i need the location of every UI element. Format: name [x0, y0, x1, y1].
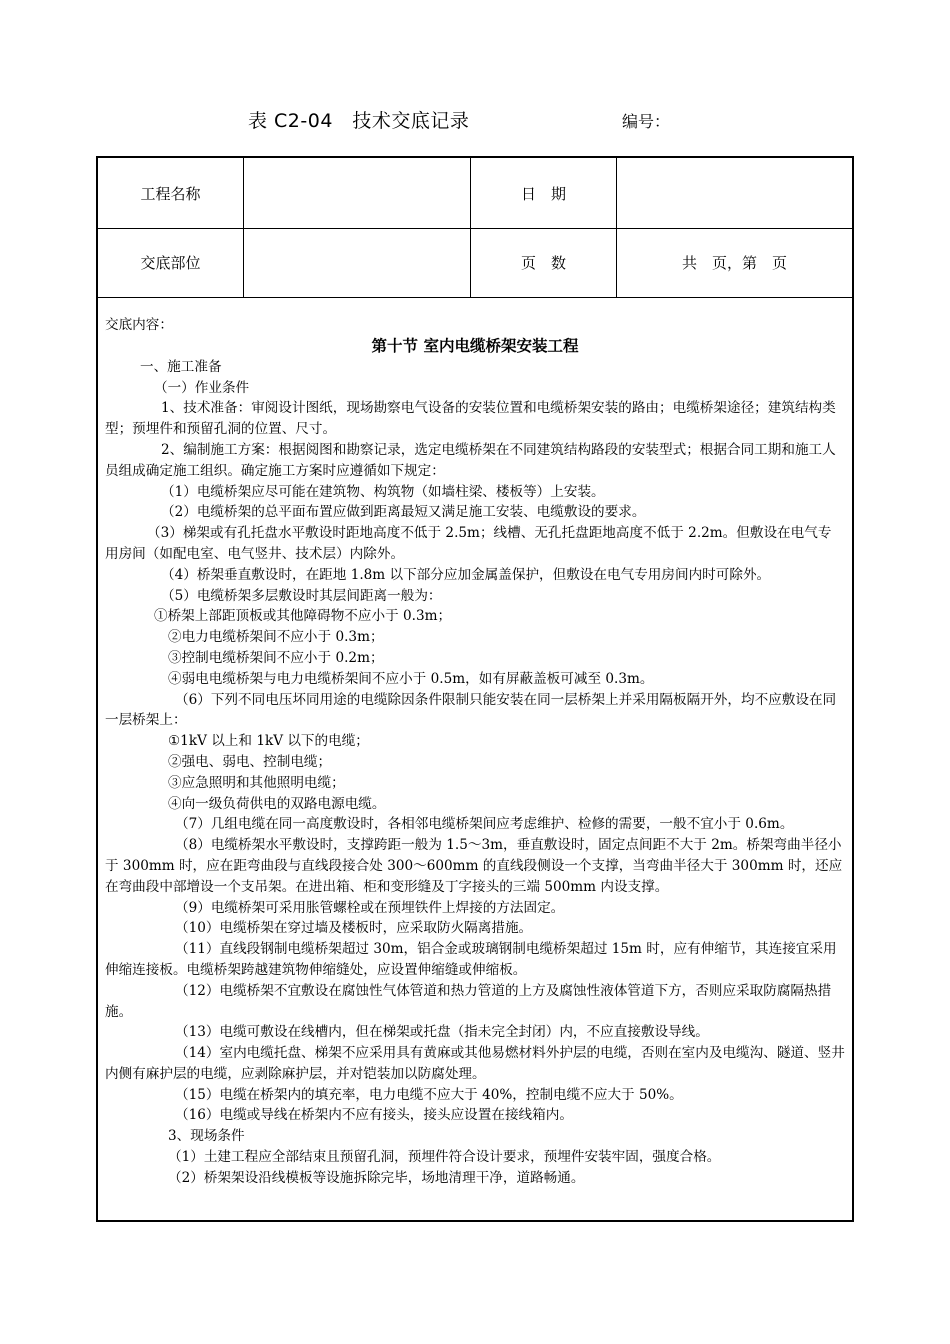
- form-row-part: [98, 228, 852, 298]
- content-paragraph: 1、技术准备：审阅设计图纸，现场勘察电气设备的安装位置和电缆桥架安装的路由；电缆桥架途径；建筑结构类型；预埋件和预留孔洞的位置、尺寸。: [105, 400, 836, 438]
- content-paragraph: （13）电缆可敷设在线槽内，但在梯架或托盘（指未完全封闭）内，不应直接敷设导线。: [175, 1024, 709, 1041]
- content-paragraph: 3、现场条件: [168, 1128, 245, 1145]
- pages-label: 页 数: [471, 228, 617, 297]
- content-paragraph: （1）电缆桥架应尽可能在建筑物、构筑物（如墙柱梁、楼板等）上安装。: [161, 483, 605, 500]
- form-title: 表 C2-04 技术交底记录: [248, 110, 470, 132]
- project-name-field[interactable]: [244, 158, 471, 228]
- content-paragraph: （2）桥架架设沿线模板等设施拆除完毕，场地清理干净，道路畅通。: [168, 1169, 585, 1186]
- date-field[interactable]: [617, 158, 852, 228]
- content-paragraph: （5）电缆桥架多层敷设时其层间距离一般为：: [161, 587, 442, 604]
- content-paragraph: （15）电缆在桥架内的填充率，电力电缆不应大于 40%，控制电缆不应大于 50%。: [175, 1086, 683, 1103]
- content-paragraph: （10）电缆桥架在穿过墙及楼板时，应采取防火隔离措施。: [175, 920, 533, 937]
- disclosure-part-field[interactable]: [244, 228, 471, 297]
- content-label: 交底内容：: [105, 317, 173, 333]
- pages-field[interactable]: 共 页，第 页: [681, 254, 787, 272]
- project-name-label: 工程名称: [98, 158, 244, 228]
- content-paragraph: 2、编制施工方案：根据阅图和勘察记录，选定电缆桥架在不同建筑结构路段的安装型式；根据合同工期和施工人员组成确定施工组织。确定施工方案时应遵循如下规定：: [105, 441, 836, 479]
- content-paragraph: ③应急照明和其他照明电缆；: [168, 774, 345, 791]
- content-paragraph: （2）电缆桥架的总平面布置应做到距离最短又满足施工安装、电缆敷设的要求。: [161, 504, 646, 521]
- content-paragraph: ②电力电缆桥架间不应小于 0.3m；: [168, 629, 384, 646]
- content-paragraph: （一）作业条件: [154, 379, 250, 396]
- form-row-project: [98, 158, 852, 229]
- content-paragraph: （3）梯架或有孔托盘水平敷设时距地高度不低于 2.5m；线槽、无孔托盘距地高度不低于 2.2m。但敷设在电气专用房间（如配电室、电气竖井、技术层）内除外。: [105, 525, 832, 562]
- content-paragraph: （16）电缆或导线在桥架内不应有接头，接头应设置在接线箱内。: [175, 1107, 573, 1124]
- content-paragraph: （11）直线段钢制电缆桥架超过 30m，铝合金或玻璃钢制电缆桥架超过 15m 时，应有伸缩节，其连接宜采用伸缩连接板。电缆桥架跨越建筑物伸缩缝处，应设置伸缩缝或伸缩板。: [105, 941, 837, 978]
- content-paragraph: （6）下列不同电压坏同用途的电缆除因条件限制只能安装在同一层桥架上并采用隔板隔开外，均不应敷设在同一层桥架上：: [105, 691, 837, 729]
- disclosure-form-table: [96, 156, 854, 1222]
- content-paragraph: ③控制电缆桥架间不应小于 0.2m；: [168, 649, 384, 666]
- disclosure-part-label: 交底部位: [98, 228, 244, 297]
- section-title: 第十节 室内电缆桥架安装工程: [371, 336, 579, 355]
- content-paragraph: ④向一级负荷供电的双路电源电缆。: [168, 795, 386, 812]
- content-paragraph: ①1kV 以上和 1kV 以下的电缆；: [168, 733, 369, 750]
- content-paragraph: ①桥架上部距顶板或其他障碍物不应小于 0.3m；: [154, 608, 452, 625]
- content-paragraph: ④弱电电缆桥架与电力电缆桥架间不应小于 0.5m，如有屏蔽盖板可减至 0.3m。: [168, 670, 654, 687]
- content-paragraph: ②强电、弱电、控制电缆；: [168, 753, 332, 770]
- content-paragraph: 一、施工准备: [140, 358, 222, 375]
- date-label: 日 期: [471, 158, 617, 228]
- content-paragraph: （14）室内电缆托盘、梯架不应采用具有黄麻或其他易燃材料外护层的电缆，否则在室内及电缆沟、隧道、竖井内侧有麻护层的电缆，应剥除麻护层，并对铠装加以防腐处理。: [105, 1045, 845, 1082]
- content-paragraph: （9）电缆桥架可采用胀管螺栓或在预埋铁件上焊接的方法固定。: [175, 899, 565, 916]
- content-paragraph: （7）几组电缆在同一高度敷设时，各相邻电缆桥架间应考虑维护、检修的需要，一般不宜小于 0.6m。: [175, 816, 794, 833]
- form-number-label: 编号：: [622, 112, 671, 131]
- content-paragraph: （12）电缆桥架不宜敷设在腐蚀性气体管道和热力管道的上方及腐蚀性液体管道下方，否则应采取防腐隔热措施。: [105, 982, 832, 1020]
- disclosure-content: [98, 298, 852, 1220]
- content-paragraph: （1）土建工程应全部结束且预留孔洞，预埋件符合设计要求，预埋件安装牢固，强度合格。: [168, 1149, 721, 1166]
- content-paragraph: （4）桥架垂直敷设时，在距地 1.8m 以下部分应加金属盖保护，但敷设在电气专用房间内时可除外。: [161, 566, 771, 583]
- content-paragraph: （8）电缆桥架水平敷设时，支撑跨距一般为 1.5～3m，垂直敷设时，固定点间距不大于 2m。桥架弯曲半径小于 300mm 时，应在距弯曲段与直线段接合处 300～600mm 的直线段侧设一个支撑，当弯曲半径大于 300mm 时，还应在弯曲段中部增设一个支吊架。在进出箱、柜和变形缝及丁字接头的三端 500mm 内设支撑。: [105, 837, 843, 895]
